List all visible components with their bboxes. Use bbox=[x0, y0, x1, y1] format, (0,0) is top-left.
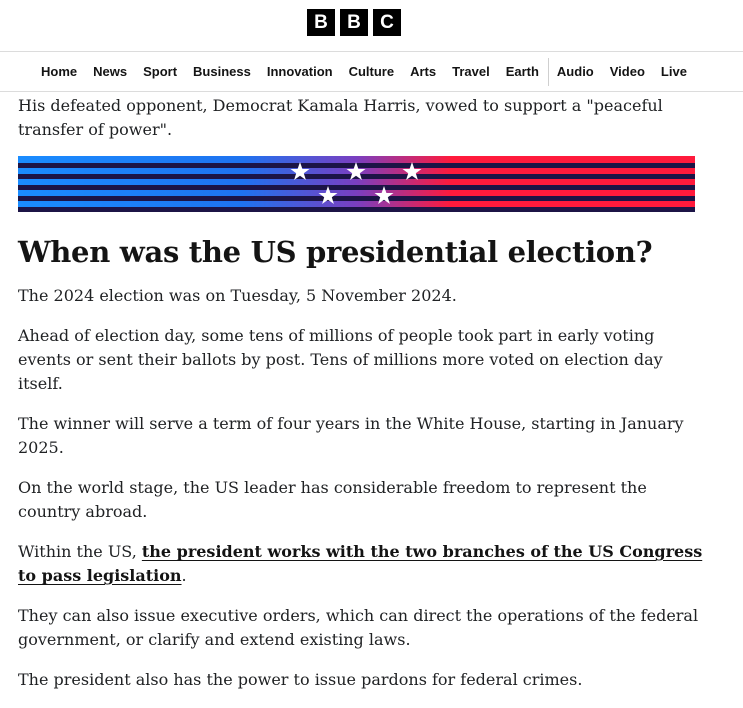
nav-item-video[interactable]: Video bbox=[609, 64, 645, 79]
nav-item-culture[interactable]: Culture bbox=[348, 64, 395, 79]
nav-item-travel[interactable]: Travel bbox=[452, 64, 490, 79]
paragraph-executive-orders: They can also issue executive orders, which can direct the operations of the federal government, or clarify and extend existing laws. bbox=[18, 606, 699, 649]
logo-letter: C bbox=[373, 9, 401, 36]
paragraph-congress bbox=[18, 540, 708, 588]
article-body bbox=[18, 94, 708, 708]
nav-item-news[interactable]: News bbox=[93, 64, 128, 79]
nav-item-home[interactable]: Home bbox=[41, 64, 78, 79]
nav-item-sport[interactable]: Sport bbox=[143, 64, 178, 79]
lead-paragraph: His defeated opponent, Democrat Kamala Harris, vowed to support a "peaceful transfer of power". bbox=[18, 96, 663, 139]
nav-list bbox=[33, 53, 695, 91]
paragraph-pardons: The president also has the power to issue pardons for federal crimes. bbox=[18, 670, 583, 689]
logo-letter: B bbox=[340, 9, 368, 36]
paragraph-congress-prefix: Within the US, bbox=[18, 542, 142, 561]
masthead bbox=[0, 0, 743, 52]
nav-item-business[interactable]: Business bbox=[193, 64, 251, 79]
nav-item-innovation[interactable]: Innovation bbox=[266, 64, 333, 79]
nav-item-audio[interactable]: Audio bbox=[556, 64, 594, 79]
paragraph-election-date: The 2024 election was on Tuesday, 5 November 2024. bbox=[18, 286, 457, 305]
paragraph-world-stage: On the world stage, the US leader has considerable freedom to represent the country abroad. bbox=[18, 478, 647, 521]
paragraph-early-voting: Ahead of election day, some tens of millions of people took part in early voting events or sent their ballots by post. Tens of millions more voted on election day itself. bbox=[18, 326, 663, 393]
main-nav bbox=[0, 53, 743, 92]
logo-letter: B bbox=[307, 9, 335, 36]
paragraph-congress-suffix: . bbox=[181, 566, 187, 585]
nav-item-arts[interactable]: Arts bbox=[410, 64, 437, 79]
nav-item-earth[interactable]: Earth bbox=[505, 64, 539, 79]
bbc-logo[interactable] bbox=[307, 9, 401, 36]
congress-legislation-link[interactable]: the president works with the two branches of the US Congress to pass legislation bbox=[18, 542, 703, 585]
stars-and-stripes-banner bbox=[18, 156, 695, 212]
paragraph-term: The winner will serve a term of four years in the White House, starting in January 2025. bbox=[18, 414, 684, 457]
section-heading: When was the US presidential election? bbox=[18, 235, 653, 269]
nav-item-live[interactable]: Live bbox=[660, 64, 687, 79]
